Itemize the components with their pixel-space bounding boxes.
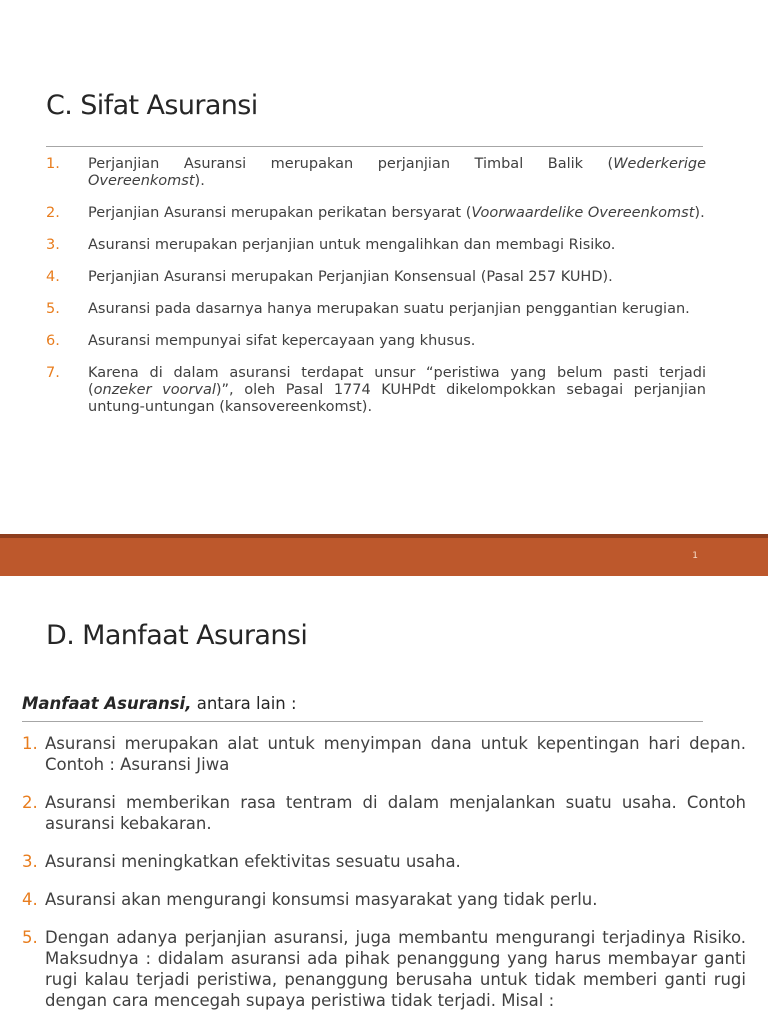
list-number: 4. xyxy=(22,890,38,909)
list-number: 3. xyxy=(22,852,38,871)
list-item xyxy=(22,927,746,1011)
list-item xyxy=(46,365,706,416)
list-item xyxy=(22,792,746,834)
list-item xyxy=(46,156,706,190)
slide-manfaat-asuransi xyxy=(0,576,768,1024)
list-number: 7. xyxy=(46,365,60,381)
list-item-text: Perjanjian Asuransi merupakan perjanjian Timbal Balik (Wederkerige Overeenkomst). xyxy=(88,156,706,189)
intro-bold: Manfaat Asuransi, xyxy=(22,694,192,713)
list-item-text: Asuransi pada dasarnya hanya merupakan suatu perjanjian penggantian kerugian. xyxy=(88,301,690,317)
list-item-text: Asuransi akan mengurangi konsumsi masyarakat yang tidak perlu. xyxy=(45,890,598,909)
list-number: 2. xyxy=(22,793,38,812)
intro-underline xyxy=(22,721,703,722)
list-item-text: Karena di dalam asuransi terdapat unsur “peristiwa yang belum pasti terjadi (onzeker voorval)”, oleh Pasal 1774 KUHPdt dikelompokkan sebagai perjanjian untung-untungan (kansovereenkomst). xyxy=(88,365,706,415)
list-item-text: Asuransi merupakan alat untuk menyimpan dana untuk kepentingan hari depan. Contoh : Asuransi Jiwa xyxy=(45,734,746,774)
slide-title: C. Sifat Asuransi xyxy=(46,90,258,121)
list-item xyxy=(46,237,706,254)
manfaat-list xyxy=(22,733,746,1028)
sifat-list xyxy=(46,156,706,431)
list-item xyxy=(22,851,746,872)
list-item xyxy=(22,889,746,910)
page-number: 1 xyxy=(692,551,698,561)
list-item-text: Asuransi merupakan perjanjian untuk mengalihkan dan membagi Risiko. xyxy=(88,237,616,253)
divider-top-line xyxy=(0,534,768,538)
list-item xyxy=(46,269,706,286)
list-number: 2. xyxy=(46,205,60,221)
list-item xyxy=(46,333,706,350)
intro-line xyxy=(22,694,297,713)
list-number: 1. xyxy=(46,156,60,172)
title-underline xyxy=(46,146,703,147)
list-number: 3. xyxy=(46,237,60,253)
list-item xyxy=(46,301,706,318)
list-number: 6. xyxy=(46,333,60,349)
list-number: 1. xyxy=(22,734,38,753)
list-item xyxy=(22,733,746,775)
list-number: 5. xyxy=(22,928,38,947)
list-number: 4. xyxy=(46,269,60,285)
slide-title: D. Manfaat Asuransi xyxy=(46,620,308,651)
list-item-text: Dengan adanya perjanjian asuransi, juga membantu mengurangi terjadinya Risiko. Maksudnya : didalam asuransi ada pihak penanggung yang harus membayar ganti rugi kalau terjadi peristiwa, penanggung berusaha untuk tidak memberi ganti rugi dengan cara mencegah supaya peristiwa tidak terjadi. Misal : xyxy=(45,928,746,1010)
slide-divider-band xyxy=(0,534,768,576)
list-item-text: Asuransi memberikan rasa tentram di dalam menjalankan suatu usaha. Contoh asuransi kebakaran. xyxy=(45,793,746,833)
intro-rest: antara lain : xyxy=(191,694,297,713)
list-item-text: Perjanjian Asuransi merupakan perikatan bersyarat (Voorwaardelike Overeenkomst). xyxy=(88,205,705,221)
list-item-text: Asuransi mempunyai sifat kepercayaan yang khusus. xyxy=(88,333,476,349)
list-number: 5. xyxy=(46,301,60,317)
list-item-text: Asuransi meningkatkan efektivitas sesuatu usaha. xyxy=(45,852,461,871)
list-item-text: Perjanjian Asuransi merupakan Perjanjian Konsensual (Pasal 257 KUHD). xyxy=(88,269,613,285)
list-item xyxy=(46,205,706,222)
